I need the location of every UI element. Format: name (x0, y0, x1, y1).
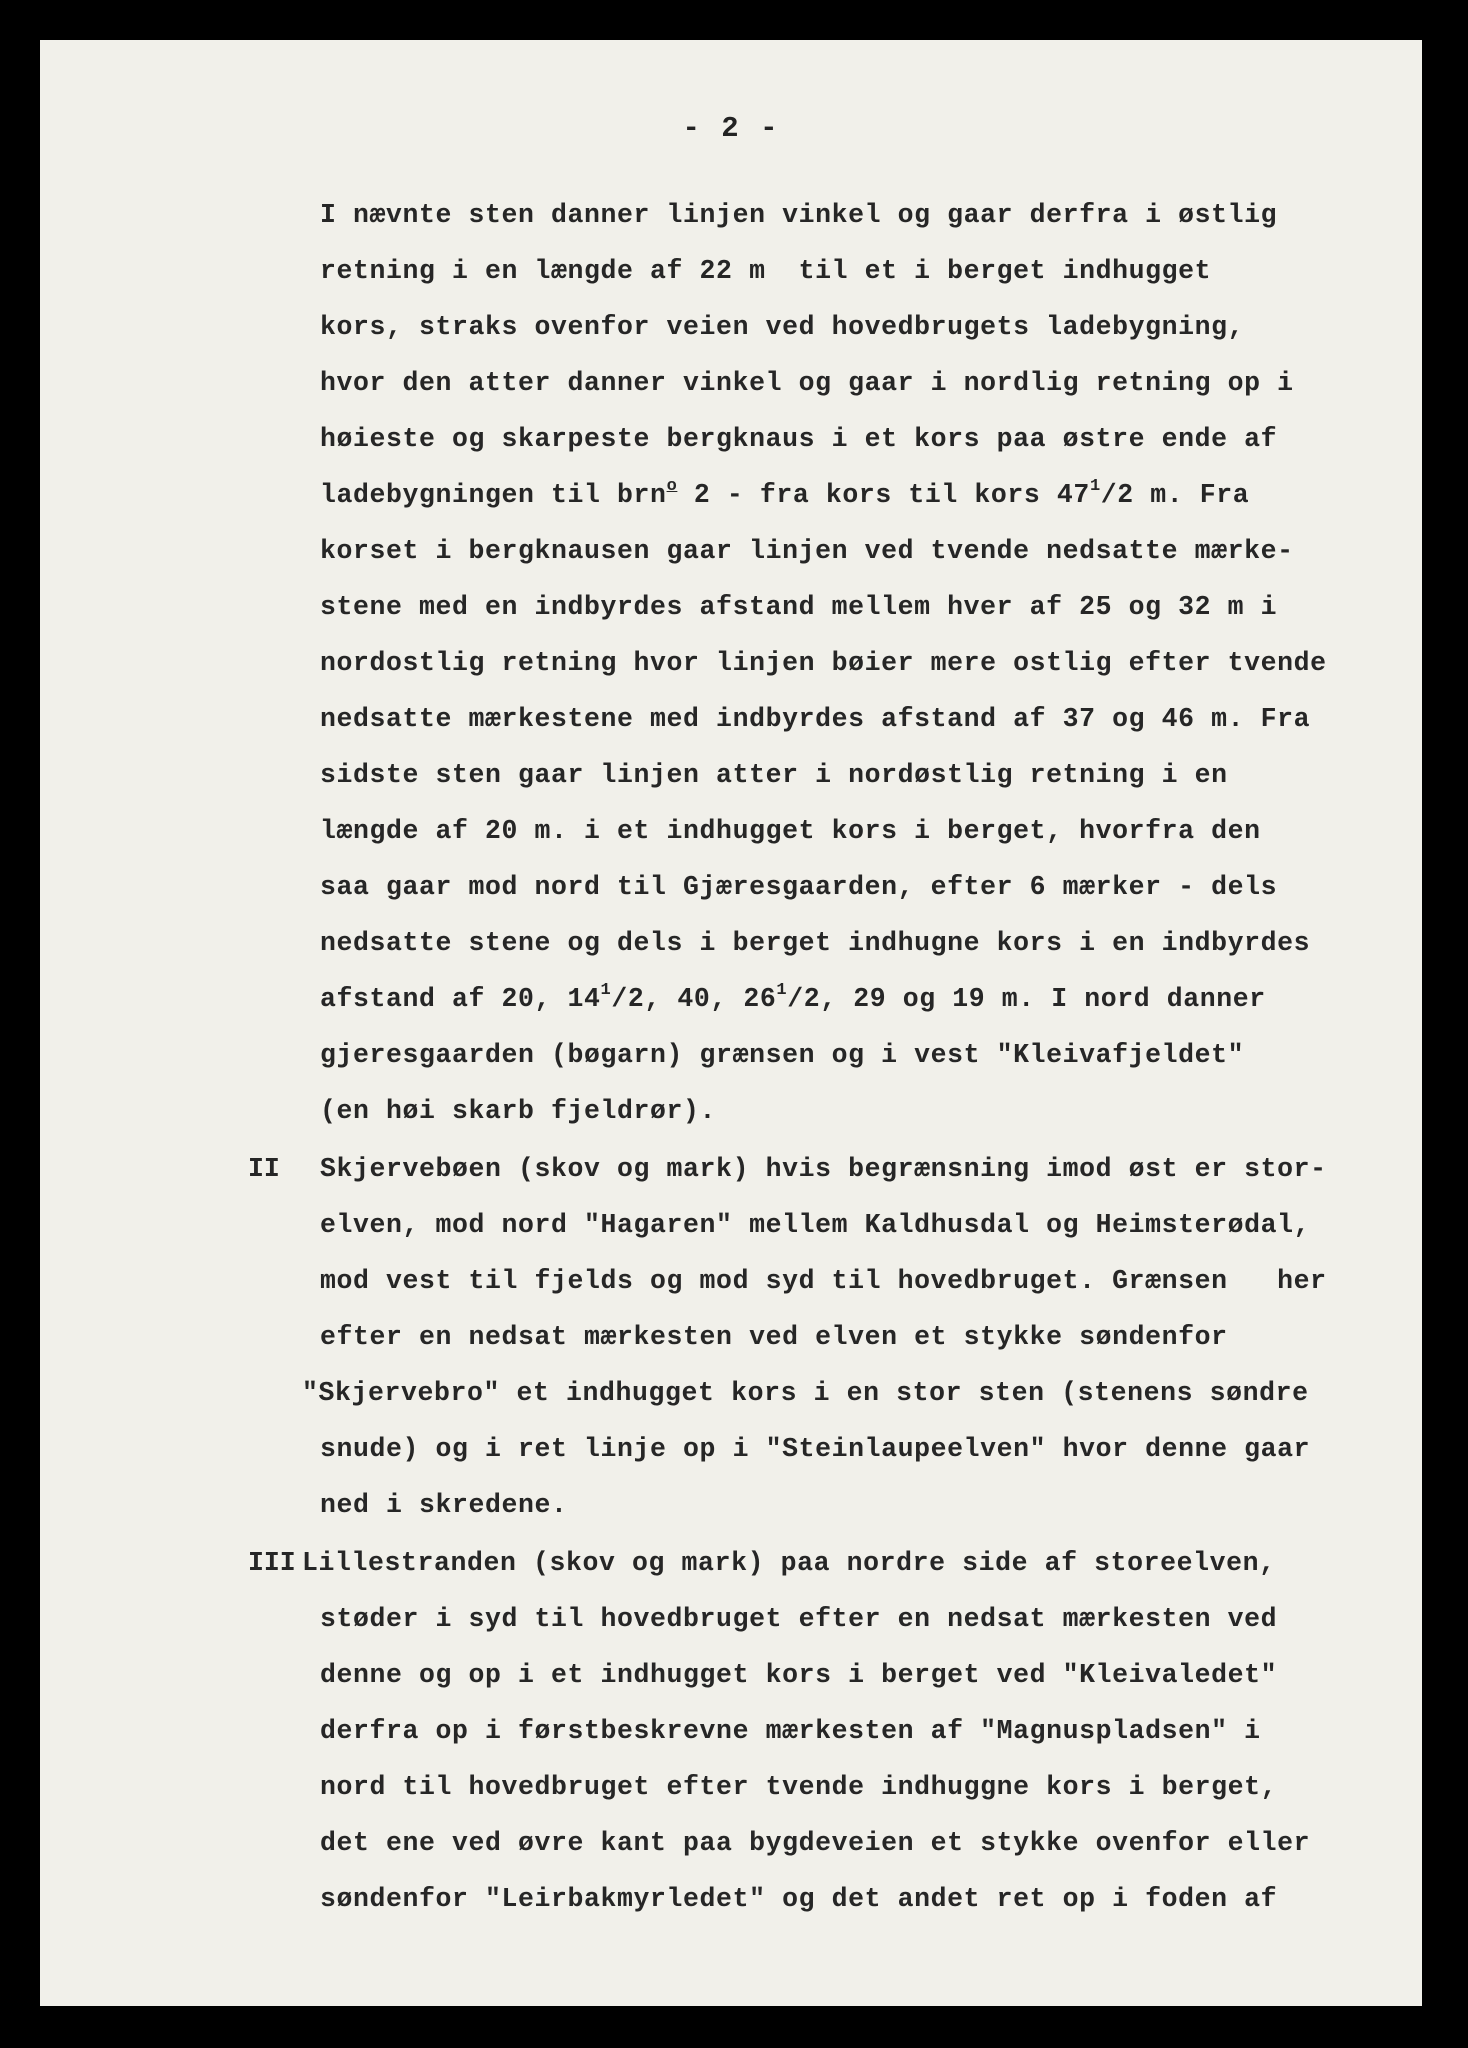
text-line: (en høi skarb fjeldrør). (320, 1096, 717, 1126)
text-line: nord til hovedbruget efter tvende indhuggne kors i berget, (320, 1772, 1278, 1802)
text-line: længde af 20 m. i et indhugget kors i berget, hvorfra den (320, 816, 1261, 846)
section-marker-iii: III (248, 1548, 296, 1578)
text-line: denne og op i et indhugget kors i berget ved "Kleivaledet" (320, 1660, 1278, 1690)
superscript: o (666, 477, 678, 496)
text-line: "Skjervebro" et indhugget kors i en stor sten (stenens søndre (302, 1378, 1309, 1408)
document-page (40, 40, 1422, 2006)
text-line: snude) og i ret linje op i "Steinlaupeelven" hvor denne gaar (320, 1434, 1311, 1464)
text-line: I nævnte sten danner linjen vinkel og gaar derfra i østlig (320, 200, 1278, 230)
text-segment: afstand af 20, 14 (320, 984, 601, 1014)
section-marker-ii: II (248, 1154, 280, 1184)
text-segment: /2, 40, 26 (611, 984, 777, 1014)
text-line: Lillestranden (skov og mark) paa nordre side af storeelven, (302, 1548, 1276, 1578)
text-line: mod vest til fjelds og mod syd til hovedbruget. Grænsen her (320, 1266, 1327, 1296)
text-line: efter en nedsat mærkesten ved elven et stykke søndenfor (320, 1322, 1228, 1352)
text-line: nordostlig retning hvor linjen bøier mere ostlig efter tvende (320, 648, 1327, 678)
text-segment: ladebygningen til brn (320, 480, 667, 510)
text-line: kors, straks ovenfor veien ved hovedbrugets ladebygning, (320, 312, 1245, 342)
text-line: ned i skredene. (320, 1490, 568, 1520)
text-line: elven, mod nord "Hagaren" mellem Kaldhusdal og Heimsterødal, (320, 1210, 1311, 1240)
text-line: det ene ved øvre kant paa bygdeveien et stykke ovenfor eller (320, 1828, 1311, 1858)
text-line: retning i en længde af 22 m til et i berget indhugget (320, 256, 1212, 286)
superscript: 1 (600, 981, 612, 1000)
text-line: gjeresgaarden (bøgarn) grænsen og i vest "Kleivafjeldet" (320, 1040, 1245, 1070)
text-line: Skjervebøen (skov og mark) hvis begrænsning imod øst er stor- (320, 1154, 1327, 1184)
text-line: saa gaar mod nord til Gjæresgaarden, efter 6 mærker - dels (320, 872, 1278, 902)
text-segment: 2 - fra kors til kors 47 (677, 480, 1090, 510)
text-line: nedsatte mærkestene med indbyrdes afstand af 37 og 46 m. Fra (320, 704, 1311, 734)
text-segment: /2, 29 og 19 m. I nord danner (787, 984, 1266, 1014)
page-number: - 2 - (682, 112, 780, 145)
text-line: stene med en indbyrdes afstand mellem hver af 25 og 32 m i (320, 592, 1278, 622)
text-line (320, 477, 1250, 510)
text-segment: /2 m. Fra (1100, 480, 1250, 510)
text-line: derfra op i førstbeskrevne mærkesten af "Magnuspladsen" i (320, 1716, 1261, 1746)
text-line (320, 981, 1266, 1014)
text-line: høieste og skarpeste bergknaus i et kors paa østre ende af (320, 424, 1278, 454)
text-line: hvor den atter danner vinkel og gaar i nordlig retning op i (320, 368, 1294, 398)
superscript: 1 (1089, 477, 1101, 496)
text-line: korset i bergknausen gaar linjen ved tvende nedsatte mærke- (320, 536, 1294, 566)
text-line: søndenfor "Leirbakmyrledet" og det andet ret op i foden af (320, 1884, 1278, 1914)
superscript: 1 (776, 981, 788, 1000)
text-line: støder i syd til hovedbruget efter en nedsat mærkesten ved (320, 1604, 1278, 1634)
text-line: nedsatte stene og dels i berget indhugne kors i en indbyrdes (320, 928, 1311, 958)
text-line: sidste sten gaar linjen atter i nordøstlig retning i en (320, 760, 1228, 790)
